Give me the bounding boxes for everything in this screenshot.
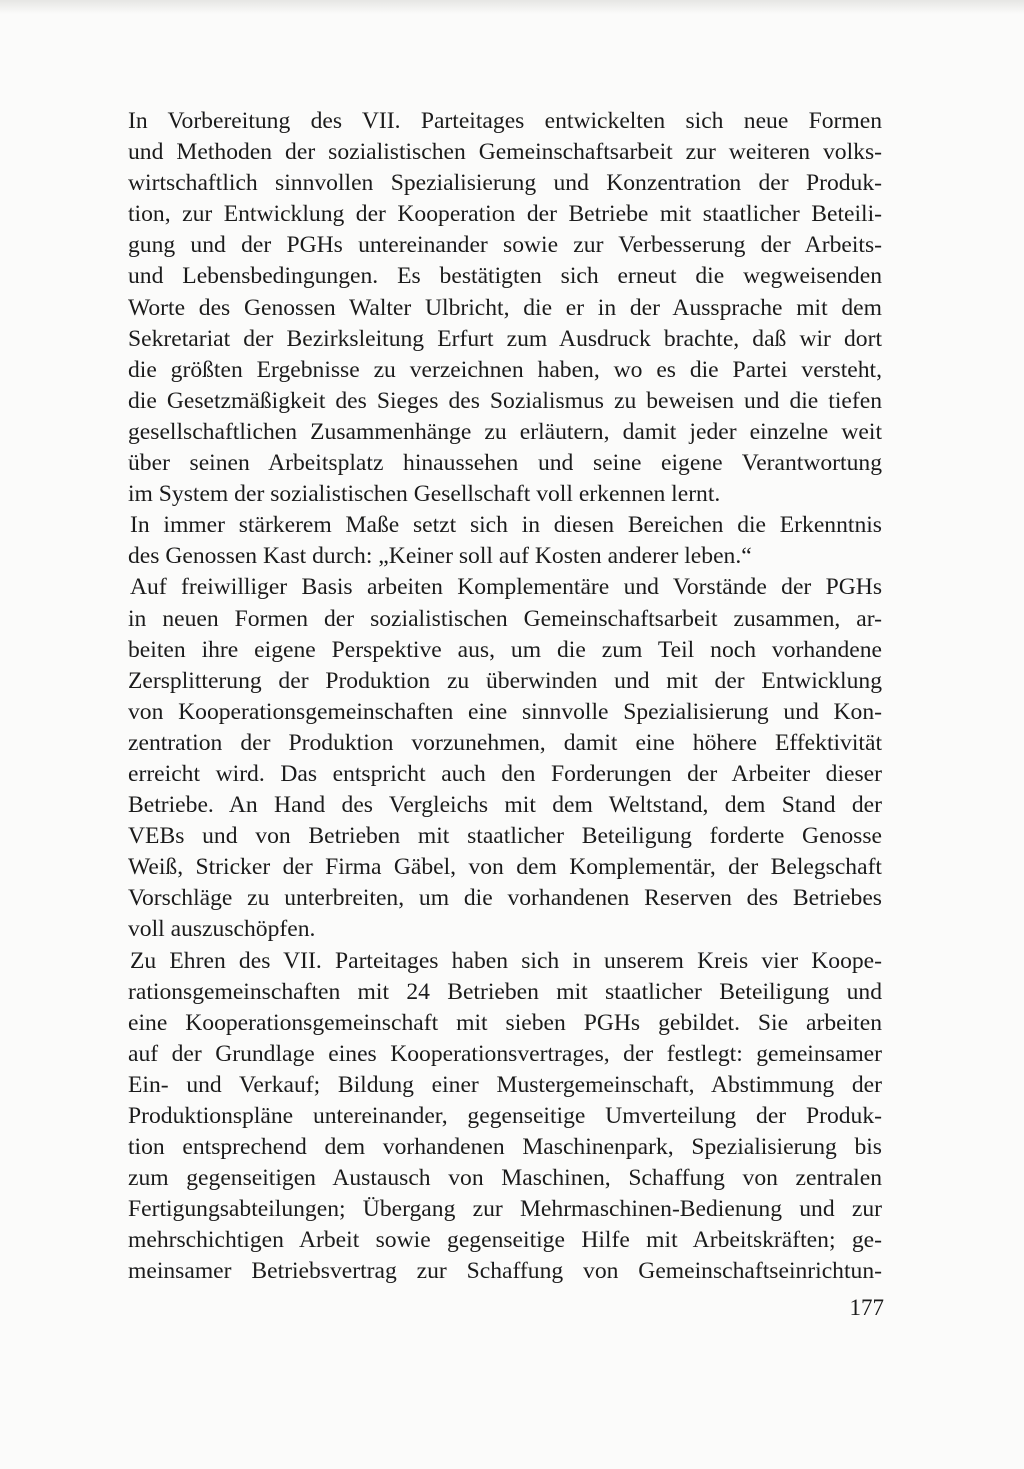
scan-edge-shadow — [0, 0, 1024, 14]
text-line: von Kooperationsgemeinschaften eine sinnvolle Spezialisierung und Kon- — [128, 698, 882, 725]
text-line: Ein- und Verkauf; Bildung einer Mustergemeinschaft, Abstimmung der — [128, 1071, 882, 1098]
text-line: eine Kooperationsgemeinschaft mit sieben PGHs gebildet. Sie arbeiten — [128, 1009, 882, 1036]
text-line: gesellschaftlichen Zusammenhänge zu erläutern, damit jeder einzelne weit — [128, 418, 882, 445]
text-line: in neuen Formen der sozialistischen Gemeinschaftsarbeit zusammen, ar- — [128, 605, 882, 632]
text-line: Sekretariat der Bezirksleitung Erfurt zum Ausdruck brachte, daß wir dort — [128, 325, 882, 352]
text-line: zum gegenseitigen Austausch von Maschinen, Schaffung von zentralen — [128, 1165, 882, 1192]
text-line: Worte des Genossen Walter Ulbricht, die er in der Aussprache mit dem — [128, 294, 882, 321]
text-line: Vorschläge zu unterbreiten, um die vorhandenen Reserven des Betriebes — [128, 885, 882, 912]
text-line: In immer stärkerem Maße setzt sich in diesen Bereichen die Erkenntnis — [130, 512, 882, 539]
text-line: und Methoden der sozialistischen Gemeinschaftsarbeit zur weiteren volks- — [128, 139, 882, 166]
page-number: 177 — [849, 1295, 884, 1320]
text-line: des Genossen Kast durch: „Keiner soll auf Kosten anderer leben.“ — [128, 543, 752, 570]
text-line: erreicht wird. Das entspricht auch den Forderungen der Arbeiter dieser — [128, 760, 882, 787]
text-line: mehrschichtigen Arbeit sowie gegenseitige Hilfe mit Arbeitskräften; ge- — [128, 1227, 882, 1254]
text-line: VEBs und von Betrieben mit staatlicher Beteiligung forderte Genosse — [128, 823, 882, 850]
text-line: wirtschaftlich sinnvollen Spezialisierung und Konzentration der Produk- — [128, 170, 882, 197]
text-line: meinsamer Betriebsvertrag zur Schaffung von Gemeinschaftseinrichtun- — [128, 1258, 882, 1285]
text-line: gung und der PGHs untereinander sowie zur Verbesserung der Arbeits- — [128, 232, 882, 259]
text-line: die Gesetzmäßigkeit des Sieges des Sozialismus zu beweisen und die tiefen — [128, 387, 882, 414]
text-line: Auf freiwilliger Basis arbeiten Komplementäre und Vorstände der PGHs — [130, 574, 882, 601]
text-line: Produktionspläne untereinander, gegenseitige Umverteilung der Produk- — [128, 1103, 882, 1129]
text-line: rationsgemeinschaften mit 24 Betrieben mit staatlicher Beteiligung und — [128, 978, 882, 1005]
text-line: die größten Ergebnisse zu verzeichnen haben, wo es die Partei versteht, — [128, 356, 882, 383]
text-line: über seinen Arbeitsplatz hinaussehen und seine eigene Verantwortung — [128, 450, 882, 477]
text-line: tion, zur Entwicklung der Kooperation der Betriebe mit staatlicher Beteili- — [128, 201, 882, 228]
text-line: Weiß, Stricker der Firma Gäbel, von dem Komplementär, der Belegschaft — [128, 854, 882, 881]
text-line: voll auszuschöpfen. — [128, 916, 316, 943]
text-line: auf der Grundlage eines Kooperationsvertrages, der festlegt: gemeinsamer — [128, 1040, 882, 1067]
text-line: Zu Ehren des VII. Parteitages haben sich in unserem Kreis vier Koope- — [130, 947, 882, 974]
text-line: und Lebensbedingungen. Es bestätigten sich erneut die wegweisenden — [128, 263, 882, 290]
text-line: tion entsprechend dem vorhandenen Maschinenpark, Spezialisierung bis — [128, 1134, 882, 1161]
text-line: Zersplitterung der Produktion zu überwinden und mit der Entwicklung — [128, 667, 882, 694]
text-line: zentration der Produktion vorzunehmen, damit eine höhere Effektivität — [128, 729, 882, 756]
body-text — [128, 106, 882, 1288]
text-line: im System der sozialistischen Gesellschaft voll erkennen lernt. — [128, 481, 721, 508]
text-line: Fertigungsabteilungen; Übergang zur Mehrmaschinen-Bedienung und zur — [128, 1196, 882, 1223]
text-line: Betriebe. An Hand des Vergleichs mit dem Weltstand, dem Stand der — [128, 792, 882, 819]
text-line: beiten ihre eigene Perspektive aus, um die zum Teil noch vorhandene — [128, 636, 882, 663]
text-line: In Vorbereitung des VII. Parteitages entwickelten sich neue Formen — [128, 108, 882, 134]
